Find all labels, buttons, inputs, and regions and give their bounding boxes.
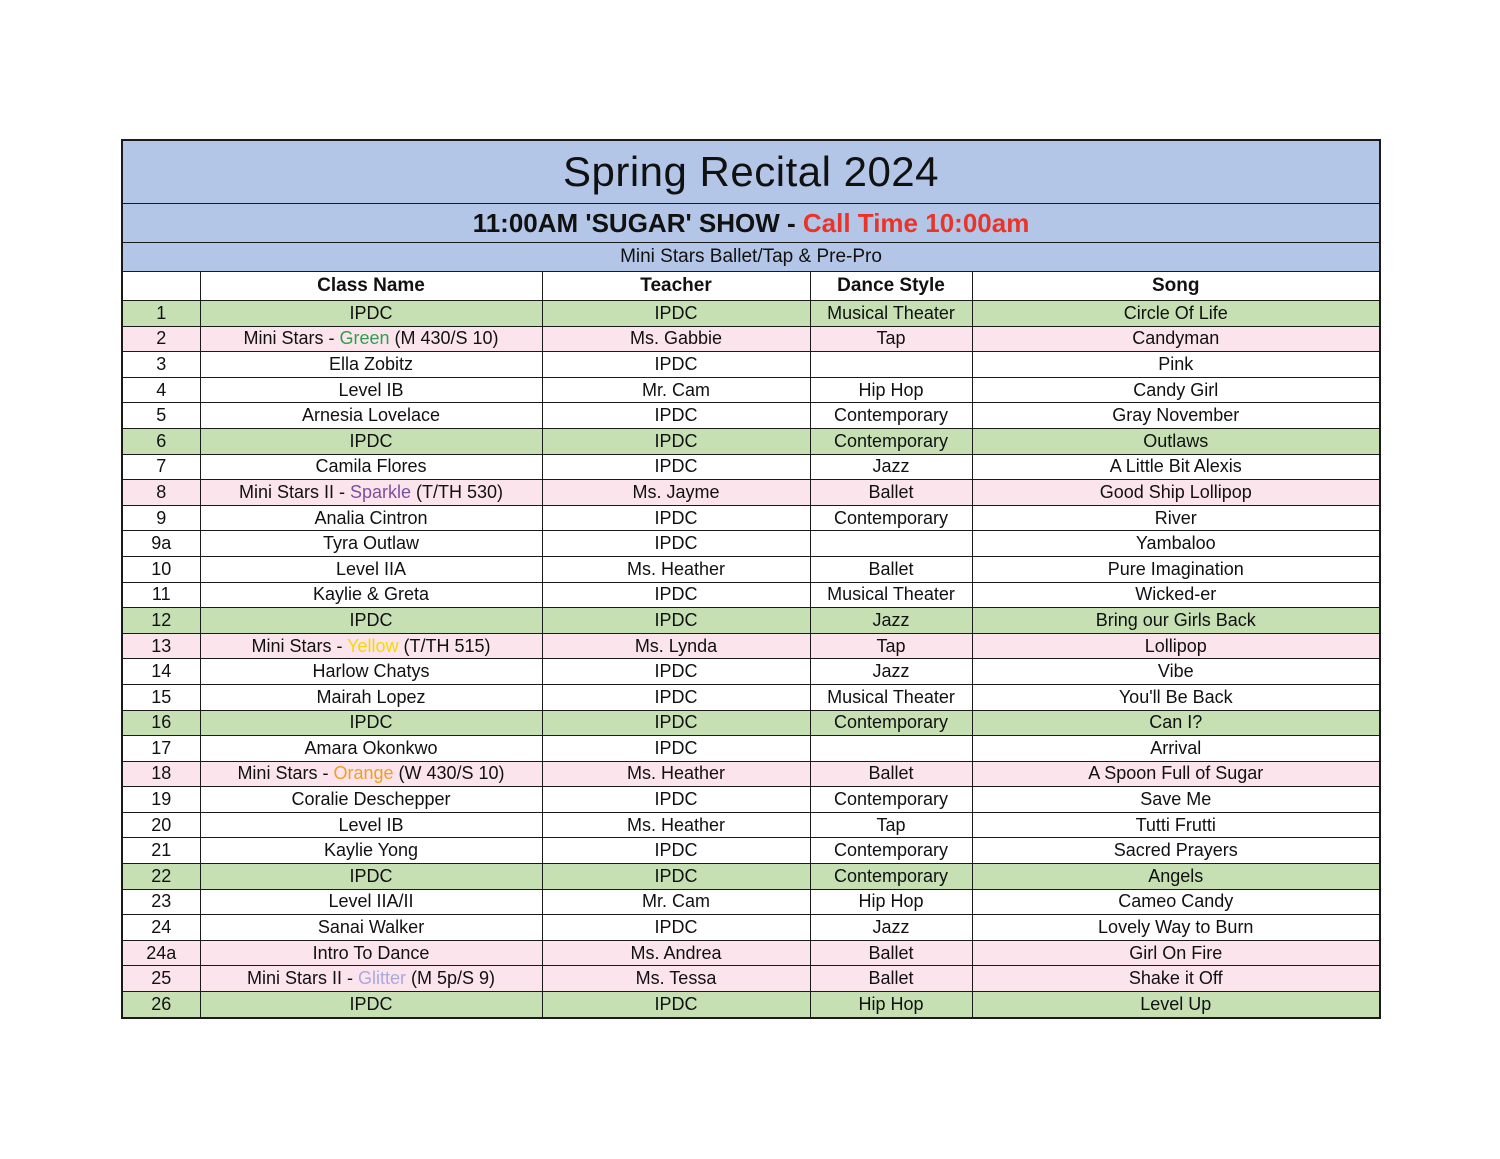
table-row (122, 659, 1380, 685)
song-cell: Cameo Candy (972, 889, 1380, 915)
class-name-cell (200, 992, 542, 1018)
song-cell: Sacred Prayers (972, 838, 1380, 864)
song-cell: Angels (972, 864, 1380, 890)
class-name: Level IB (338, 379, 404, 400)
dance-style-cell (810, 352, 972, 378)
song-cell: Level Up (972, 992, 1380, 1018)
table-row (122, 736, 1380, 762)
class-name: IPDC (349, 609, 393, 630)
class-name: Mairah Lopez (316, 686, 426, 707)
table-row (122, 761, 1380, 787)
class-name: Amara Okonkwo (304, 737, 438, 758)
table-row (122, 633, 1380, 659)
class-name-cell (200, 301, 542, 327)
table-row (122, 582, 1380, 608)
class-name: IPDC (349, 430, 393, 451)
class-name: IPDC (349, 865, 393, 886)
row-number: 6 (122, 428, 200, 454)
row-number: 25 (122, 966, 200, 992)
dance-style-cell: Tap (810, 326, 972, 352)
class-name-cell (200, 736, 542, 762)
table-row (122, 403, 1380, 429)
schedule-rows (122, 301, 1380, 1018)
table-row (122, 480, 1380, 506)
class-name-cell (200, 812, 542, 838)
class-name-cell (200, 659, 542, 685)
song-cell: Candy Girl (972, 377, 1380, 403)
row-number: 13 (122, 633, 200, 659)
teacher-cell: Ms. Lynda (542, 633, 810, 659)
dance-style-cell: Ballet (810, 761, 972, 787)
column-header-number (122, 272, 200, 301)
row-number: 2 (122, 326, 200, 352)
class-name-cell (200, 531, 542, 557)
class-name-cell (200, 608, 542, 634)
row-number: 11 (122, 582, 200, 608)
class-name-cell (200, 838, 542, 864)
teacher-cell: IPDC (542, 301, 810, 327)
class-name: Mini Stars II - (238, 481, 350, 502)
class-name-cell (200, 915, 542, 941)
class-name: Kaylie & Greta (312, 584, 430, 605)
row-number: 7 (122, 454, 200, 480)
teacher-cell: Ms. Jayme (542, 480, 810, 506)
dance-style-cell: Contemporary (810, 838, 972, 864)
row-number: 24a (122, 940, 200, 966)
class-name-cell (200, 403, 542, 429)
class-name: Mini Stars - (243, 328, 340, 349)
class-name: Sanai Walker (317, 917, 425, 938)
song-cell: Shake it Off (972, 966, 1380, 992)
row-number: 20 (122, 812, 200, 838)
teacher-cell: Mr. Cam (542, 377, 810, 403)
class-name: Analia Cintron (314, 507, 428, 528)
column-header-dance-style: Dance Style (810, 272, 972, 301)
table-row (122, 608, 1380, 634)
class-name: Tyra Outlaw (322, 533, 420, 554)
class-name-cell (200, 633, 542, 659)
song-cell: Girl On Fire (972, 940, 1380, 966)
song-cell: Lovely Way to Burn (972, 915, 1380, 941)
teacher-cell: Ms. Heather (542, 556, 810, 582)
class-color-word: Glitter (357, 968, 406, 989)
teacher-cell: Ms. Andrea (542, 940, 810, 966)
table-row (122, 940, 1380, 966)
table-row (122, 377, 1380, 403)
row-number: 23 (122, 889, 200, 915)
class-name-cell (200, 864, 542, 890)
row-number: 1 (122, 301, 200, 327)
row-number: 3 (122, 352, 200, 378)
class-name: Camila Flores (315, 456, 427, 477)
row-number: 9a (122, 531, 200, 557)
class-name: Mini Stars - (237, 763, 334, 784)
teacher-cell: Ms. Tessa (542, 966, 810, 992)
recital-schedule-table (121, 139, 1381, 1019)
class-name: Level IIA/II (328, 891, 414, 912)
dance-style-cell: Jazz (810, 659, 972, 685)
class-name-cell (200, 684, 542, 710)
teacher-cell: IPDC (542, 505, 810, 531)
teacher-cell: IPDC (542, 736, 810, 762)
row-number: 9 (122, 505, 200, 531)
row-number: 19 (122, 787, 200, 813)
dance-style-cell: Jazz (810, 608, 972, 634)
dance-style-cell (810, 736, 972, 762)
class-name: Kaylie Yong (323, 840, 419, 861)
table-row (122, 838, 1380, 864)
class-name: IPDC (349, 712, 393, 733)
table-row (122, 505, 1380, 531)
table-row (122, 889, 1380, 915)
class-name: Ella Zobitz (328, 353, 414, 374)
class-name-cell (200, 556, 542, 582)
class-schedule: (W 430/S 10) (393, 763, 505, 784)
song-cell: You'll Be Back (972, 684, 1380, 710)
dance-style-cell: Hip Hop (810, 889, 972, 915)
song-cell: Save Me (972, 787, 1380, 813)
dance-style-cell: Tap (810, 633, 972, 659)
row-number: 17 (122, 736, 200, 762)
teacher-cell: IPDC (542, 352, 810, 378)
teacher-cell: IPDC (542, 659, 810, 685)
class-schedule: (M 430/S 10) (389, 328, 499, 349)
class-name: Mini Stars II - (246, 968, 358, 989)
dance-style-cell: Contemporary (810, 864, 972, 890)
row-number: 10 (122, 556, 200, 582)
song-cell: Can I? (972, 710, 1380, 736)
page-title: Spring Recital 2024 (122, 140, 1380, 204)
song-cell: Circle Of Life (972, 301, 1380, 327)
class-name-cell (200, 377, 542, 403)
table-row (122, 966, 1380, 992)
dance-style-cell: Contemporary (810, 403, 972, 429)
song-cell: Outlaws (972, 428, 1380, 454)
class-color-word: Green (339, 328, 390, 349)
dance-style-cell: Ballet (810, 480, 972, 506)
class-name-cell (200, 480, 542, 506)
song-cell: Bring our Girls Back (972, 608, 1380, 634)
song-cell: Good Ship Lollipop (972, 480, 1380, 506)
table-row (122, 992, 1380, 1018)
dance-style-cell (810, 531, 972, 557)
dance-style-cell: Musical Theater (810, 684, 972, 710)
class-name-cell (200, 889, 542, 915)
dance-style-cell: Ballet (810, 966, 972, 992)
teacher-cell: IPDC (542, 403, 810, 429)
dance-style-cell: Hip Hop (810, 992, 972, 1018)
row-number: 4 (122, 377, 200, 403)
row-number: 8 (122, 480, 200, 506)
class-schedule: (T/TH 515) (398, 635, 491, 656)
teacher-cell: Ms. Heather (542, 761, 810, 787)
dance-style-cell: Ballet (810, 940, 972, 966)
table-row (122, 556, 1380, 582)
teacher-cell: Mr. Cam (542, 889, 810, 915)
class-name-cell (200, 966, 542, 992)
column-header-teacher: Teacher (542, 272, 810, 301)
song-cell: Wicked-er (972, 582, 1380, 608)
dance-style-cell: Musical Theater (810, 301, 972, 327)
dance-style-cell: Ballet (810, 556, 972, 582)
row-number: 5 (122, 403, 200, 429)
table-row (122, 915, 1380, 941)
class-schedule: (T/TH 530) (411, 481, 504, 502)
class-schedule: (M 5p/S 9) (406, 968, 496, 989)
dance-style-cell: Jazz (810, 454, 972, 480)
teacher-cell: IPDC (542, 864, 810, 890)
class-name: Intro To Dance (312, 942, 430, 963)
song-cell: Gray November (972, 403, 1380, 429)
dance-style-cell: Tap (810, 812, 972, 838)
teacher-cell: Ms. Gabbie (542, 326, 810, 352)
song-cell: Yambaloo (972, 531, 1380, 557)
class-name: Coralie Deschepper (291, 789, 451, 810)
dance-style-cell: Contemporary (810, 505, 972, 531)
song-cell: Tutti Frutti (972, 812, 1380, 838)
teacher-cell: IPDC (542, 428, 810, 454)
teacher-cell: IPDC (542, 684, 810, 710)
song-cell: A Little Bit Alexis (972, 454, 1380, 480)
class-name-cell (200, 352, 542, 378)
show-name: 11:00AM 'SUGAR' SHOW - (472, 207, 803, 238)
column-header-song: Song (972, 272, 1380, 301)
class-name-cell (200, 505, 542, 531)
teacher-cell: IPDC (542, 992, 810, 1018)
teacher-cell: IPDC (542, 915, 810, 941)
column-header-class-name: Class Name (200, 272, 542, 301)
row-number: 22 (122, 864, 200, 890)
dance-style-cell: Musical Theater (810, 582, 972, 608)
teacher-cell: IPDC (542, 608, 810, 634)
class-name-cell (200, 326, 542, 352)
table-row (122, 301, 1380, 327)
table-row (122, 710, 1380, 736)
dance-style-cell: Contemporary (810, 428, 972, 454)
table-row (122, 326, 1380, 352)
table-row (122, 428, 1380, 454)
song-cell: Candyman (972, 326, 1380, 352)
class-name-cell (200, 428, 542, 454)
class-name: IPDC (349, 993, 393, 1014)
row-number: 24 (122, 915, 200, 941)
teacher-cell: IPDC (542, 531, 810, 557)
class-name-cell (200, 940, 542, 966)
call-time: Call Time 10:00am (802, 207, 1030, 238)
show-heading (122, 204, 1380, 243)
row-number: 26 (122, 992, 200, 1018)
column-header-row (122, 272, 1380, 301)
table-row (122, 531, 1380, 557)
teacher-cell: IPDC (542, 838, 810, 864)
teacher-cell: IPDC (542, 454, 810, 480)
song-cell: Pink (972, 352, 1380, 378)
class-name-cell (200, 761, 542, 787)
song-cell: Arrival (972, 736, 1380, 762)
table-row (122, 787, 1380, 813)
class-color-word: Sparkle (349, 481, 412, 502)
table-row (122, 864, 1380, 890)
class-name: IPDC (349, 302, 393, 323)
class-name: Level IIA (335, 558, 407, 579)
dance-style-cell: Jazz (810, 915, 972, 941)
show-row (122, 204, 1380, 243)
title-row (122, 140, 1380, 204)
row-number: 18 (122, 761, 200, 787)
dance-style-cell: Hip Hop (810, 377, 972, 403)
class-name-cell (200, 454, 542, 480)
song-cell: A Spoon Full of Sugar (972, 761, 1380, 787)
class-name: Harlow Chatys (312, 661, 430, 682)
song-cell: River (972, 505, 1380, 531)
table-row (122, 352, 1380, 378)
class-color-word: Yellow (347, 635, 399, 656)
class-name-cell (200, 582, 542, 608)
class-color-word: Orange (333, 763, 394, 784)
class-name-cell (200, 787, 542, 813)
class-name: Mini Stars - (251, 635, 348, 656)
teacher-cell: IPDC (542, 582, 810, 608)
subtitle-row (122, 243, 1380, 272)
row-number: 21 (122, 838, 200, 864)
row-number: 16 (122, 710, 200, 736)
subtitle: Mini Stars Ballet/Tap & Pre-Pro (122, 243, 1380, 272)
row-number: 12 (122, 608, 200, 634)
table-row (122, 684, 1380, 710)
song-cell: Lollipop (972, 633, 1380, 659)
song-cell: Pure Imagination (972, 556, 1380, 582)
dance-style-cell: Contemporary (810, 710, 972, 736)
teacher-cell: Ms. Heather (542, 812, 810, 838)
teacher-cell: IPDC (542, 787, 810, 813)
row-number: 15 (122, 684, 200, 710)
table-row (122, 454, 1380, 480)
row-number: 14 (122, 659, 200, 685)
table-row (122, 812, 1380, 838)
teacher-cell: IPDC (542, 710, 810, 736)
dance-style-cell: Contemporary (810, 787, 972, 813)
class-name: Level IB (338, 814, 404, 835)
song-cell: Vibe (972, 659, 1380, 685)
class-name-cell (200, 710, 542, 736)
class-name: Arnesia Lovelace (301, 405, 441, 426)
